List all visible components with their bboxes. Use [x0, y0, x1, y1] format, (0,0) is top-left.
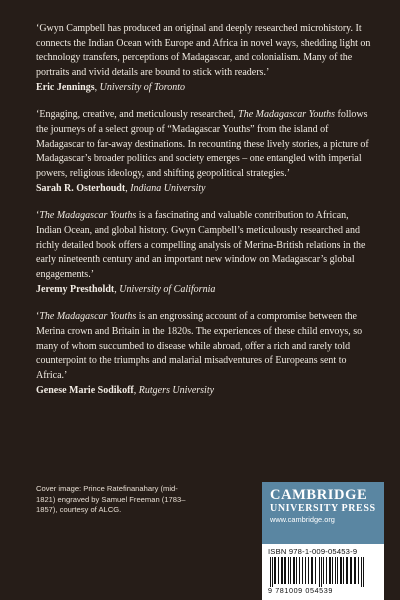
quote-text: is an engrossing account of a compromise between the Merina crown and Britain in the 1820s. The experiences of these child envoys, so many of whom succumbed to disease while abroad, offer a rich and rarely told counterpoint to the triumphs and malarial misadventures of Europeans sent to Africa.’	[36, 311, 363, 381]
book-title: The Madagascar Youths	[238, 109, 336, 121]
endorsement-attribution: Genese Marie Sodikoff, Rutgers University	[36, 385, 215, 397]
isbn-label: ISBN 978-1-009-05453-9	[268, 547, 358, 556]
quote-text: is a fascinating and valuable contribution to African, Indian Ocean, and global history. Gwyn Campbell’s meticulously researched and richly detailed book offers a compelling analysis of Merina-British relations in the early nineteenth century and an important new window on Madagascar’s global engagements.’	[36, 210, 366, 280]
barcode-bar	[354, 557, 356, 584]
endorsement-attribution: Sarah R. Osterhoudt, Indiana University	[36, 183, 206, 195]
barcode-bar	[326, 557, 327, 584]
endorser-affiliation: University of Toronto	[99, 82, 186, 94]
barcode-bar	[337, 557, 338, 584]
barcode-digits: 9 781009 054539	[268, 586, 333, 595]
endorsements	[36, 22, 372, 411]
barcode-bar	[343, 557, 344, 584]
endorsement-2	[36, 108, 372, 196]
endorsement-4	[36, 310, 372, 398]
quote-text: ‘Engaging, creative, and meticulously researched,	[36, 109, 239, 121]
barcode-bar	[319, 557, 320, 587]
endorsement-3	[36, 209, 372, 297]
book-title: The Madagascar Youths	[39, 311, 137, 323]
barcode-bar	[329, 557, 331, 584]
barcode-bar	[281, 557, 283, 584]
barcode-bar	[272, 557, 273, 587]
barcode-bar	[278, 557, 279, 584]
barcode-bar	[296, 557, 297, 584]
endorser-name: Jeremy Prestholdt	[36, 284, 115, 296]
quote-text: follows the journeys of a select group of “Madagascar Youths” from the island of Madagascar to far-away destinations. In recounting these lively stories, a picture of Madagascar’s broader politics and society emerges – one entangled with imperial powers, religious ideology, and shifting geopolitical strategies.’	[36, 109, 369, 179]
endorser-affiliation: Rutgers University	[138, 385, 215, 397]
book-title: The Madagascar Youths	[39, 210, 137, 222]
endorsement-1	[36, 22, 372, 95]
publisher-url: www.cambridge.org	[270, 515, 335, 524]
isbn-barcode	[262, 544, 384, 600]
barcode-bar	[332, 557, 333, 584]
endorsement-quote: ‘Gwyn Campbell has produced an original and deeply researched microhistory. It connects the Indian Ocean with Europe and Africa in novel ways, shedding light on technology transfers, perceptions of Madagascar, and colonialism. Many of the portraits and vivid details are bound to stick with readers.’	[36, 23, 371, 78]
barcode-bar	[358, 557, 359, 584]
cover-image-credit: Cover image: Prince Ratefinanahary (mid-1821) engraved by Samuel Freeman (1783–1857), courtesy of ALCG.	[36, 484, 186, 515]
barcode-bar	[288, 557, 289, 584]
barcode-bar	[299, 557, 300, 584]
barcode-bar	[363, 557, 364, 587]
barcode-bar	[302, 557, 303, 584]
barcode-bar	[311, 557, 313, 584]
endorsement-attribution: Jeremy Prestholdt, University of California	[36, 284, 216, 296]
barcode-bar	[284, 557, 286, 584]
endorsement-attribution: Eric Jennings, University of Toronto	[36, 82, 186, 94]
endorser-affiliation: University of California	[119, 284, 216, 296]
publisher-subname: UNIVERSITY PRESS	[270, 503, 376, 514]
publisher-name: CAMBRIDGE	[270, 487, 368, 503]
barcode-bar	[308, 557, 309, 584]
barcode-bar	[315, 557, 316, 584]
publisher-logo-block	[262, 482, 384, 544]
endorsement-quote	[36, 310, 372, 383]
barcode-bar	[321, 557, 322, 587]
barcode-icon	[268, 557, 378, 587]
endorser-affiliation: Indiana University	[130, 183, 206, 195]
barcode-bar	[290, 557, 291, 584]
endorsement-quote	[36, 108, 372, 181]
quote-text: ‘	[36, 210, 40, 222]
barcode-bar	[361, 557, 362, 587]
endorsement-quote	[36, 209, 372, 282]
quote-text: ‘	[36, 311, 40, 323]
barcode-bar	[305, 557, 306, 584]
barcode-bar	[335, 557, 336, 584]
barcode-bar	[350, 557, 352, 584]
endorser-name: Sarah R. Osterhoudt	[36, 183, 126, 195]
barcode-bar	[293, 557, 295, 584]
endorser-name: Eric Jennings	[36, 82, 95, 94]
barcode-bar	[270, 557, 271, 587]
barcode-bar	[346, 557, 348, 584]
barcode-bar	[340, 557, 342, 584]
barcode-bar	[274, 557, 276, 584]
barcode-bar	[323, 557, 324, 584]
endorser-name: Genese Marie Sodikoff	[36, 385, 134, 397]
